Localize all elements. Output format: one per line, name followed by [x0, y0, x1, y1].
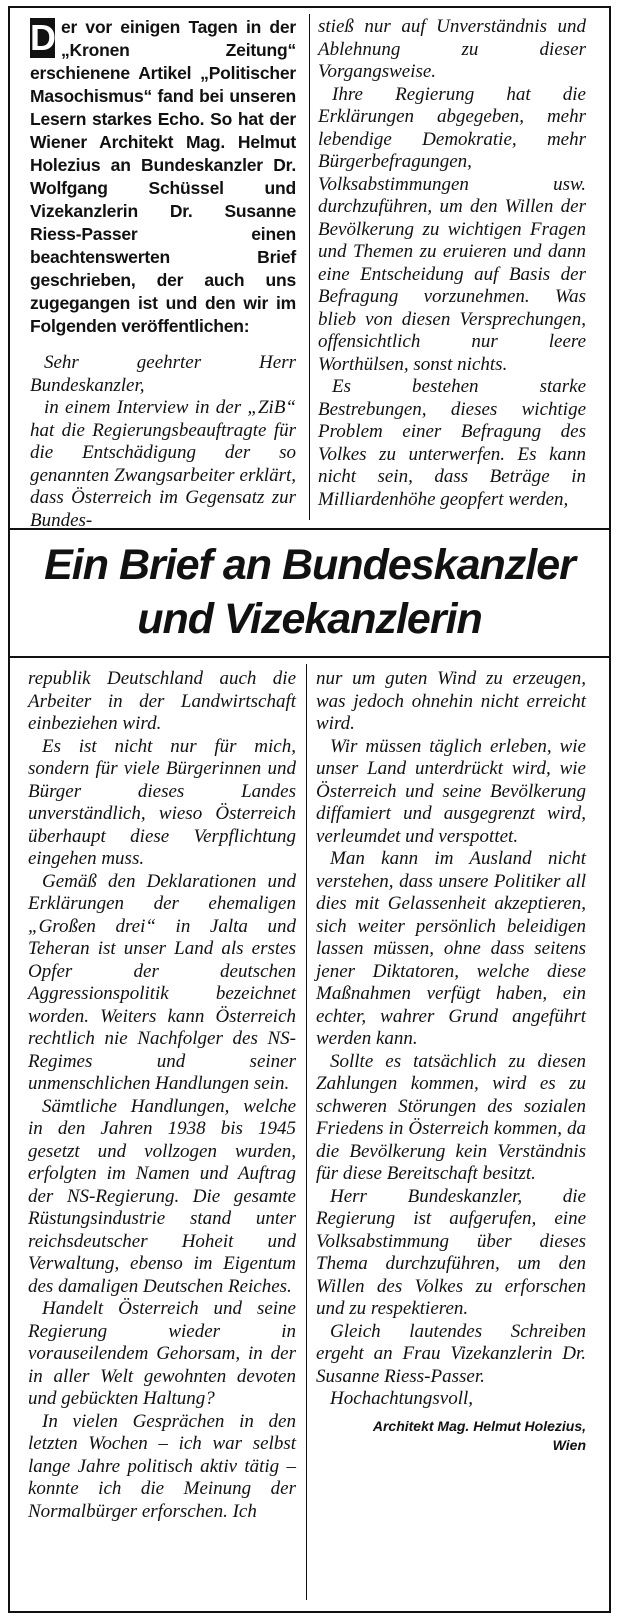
- paragraph: Ihre Regierung hat die Erklärungen abgegeben, mehr lebendige Demokratie, mehr Bürgerbefragungen, Volksabstimmungen usw. durchzuführen, um den Willen der Bevölkerung zu wichtigen Fragen und Themen zu eruieren und dann eine Entscheidung auf Basis der Befragung vorzunehmen. Was blieb von diesen Versprechungen, offensichtlich nur leere Worthülsen, sonst nichts.: [318, 83, 586, 375]
- paragraph: nur um guten Wind zu erzeugen, was jedoch ohnehin nicht erreicht wird.: [316, 668, 586, 734]
- paragraph: Gleich lautendes Schreiben ergeht an Frau Vizekanzlerin Dr. Susanne Riess-Passer.: [316, 1320, 586, 1387]
- headline-line-1: Ein Brief an Bundeskanzler: [44, 541, 575, 589]
- salutation: Sehr geehrter Herr Bundeskanzler,: [30, 352, 296, 396]
- column-divider: [306, 664, 307, 1600]
- paragraph: Sollte es tatsächlich zu diesen Zahlungen kommen, wird es zu schweren Störungen des sozialen Friedens in Österreich kommen, da die Bevölkerung kein Verständnis für diese Bereitschaft besitzt.: [316, 1050, 586, 1184]
- paragraph: Handelt Österreich und seine Regierung wieder in vorauseilendem Gehorsam, in der in aller Welt gewohnten devoten und gebückten Haltung?: [28, 1298, 296, 1409]
- paragraph: in einem Interview in der „ZiB“ hat die Regierungsbeauftragte für die Entschädigung der so genannten Zwangsarbeiter erklärt, dass Österreich im Gegensatz zur Bundes-: [30, 397, 296, 531]
- rule-below-headline: [10, 656, 609, 658]
- paragraph: In vielen Gesprächen in den letzten Wochen – ich war selbst lange Jahre politisch aktiv tätig – konnte ich die Meinung der Normalbürger erforschen. Ich: [28, 1410, 296, 1522]
- drop-cap: D: [30, 17, 56, 58]
- paragraph: Es ist nicht nur für mich, sondern für viele Bürgerinnen und Bürger dieses Landes unverständlich, wieso Österreich überhaupt diese Verpflichtung eingehen muss.: [28, 735, 296, 869]
- column-bottom-right: [316, 668, 586, 1455]
- column-top-left: [30, 16, 296, 532]
- rule-above-headline: [10, 528, 609, 530]
- headline: [10, 538, 609, 646]
- paragraph: Herr Bundeskanzler, die Regierung ist aufgerufen, eine Volksabstimmung über dieses Thema durchzuführen, um den Willen des Volkes zu erforschen und zu respektieren.: [316, 1185, 586, 1319]
- paragraph: Sämtliche Handlungen, welche in den Jahren 1938 bis 1945 gesetzt und vollzogen wurden, erfolgten im Namen und Auftrag der NS-Regierung. Die gesamte Rüstungsindustrie stand unter reichsdeutscher Hoheit und Verwaltung, ebenso im Eigentum des damaligen Deutschen Reiches.: [28, 1095, 296, 1297]
- paragraph: stieß nur auf Unverständnis und Ablehnung zu dieser Vorgangsweise.: [318, 16, 586, 82]
- closing: Hochachtungsvoll,: [330, 1388, 474, 1409]
- column-top-right: [318, 16, 586, 511]
- signature: [316, 1417, 586, 1455]
- column-divider: [309, 14, 310, 520]
- paragraph: Gemäß den Deklarationen und Erklärungen der ehemaligen „Großen drei“ in Jalta und Teheran ist unser Land als erstes Opfer der deutschen Aggressionspolitik bezeichnet worden. Weiters kann Österreich rechtlich nie Nachfolger des NS-Regimes und seiner unmenschlichen Handlungen sein.: [28, 870, 296, 1094]
- intro-paragraph: [30, 16, 296, 338]
- paragraph: Es bestehen starke Bestrebungen, dieses wichtige Problem einer Befragung des Volkes zu unterwerfen. Es kann nicht sein, dass Beträge in Milliardenhöhe geopfert werden,: [318, 376, 586, 510]
- paragraph: republik Deutschland auch die Arbeiter in der Landwirtschaft einbeziehen wird.: [28, 668, 296, 734]
- column-bottom-left: [28, 668, 296, 1523]
- paragraph: Man kann im Ausland nicht verstehen, dass unsere Politiker all dies mit Gelassenheit akzeptieren, sich weiter persönlich beleidigen lassen müssen, ohne dass seitens jener Diktatoren, welche diese Maßnahmen verfügt haben, ein echter, wahrer Grund angeführt werden kann.: [316, 848, 586, 1049]
- paragraph: Wir müssen täglich erleben, wie unser Land unterdrückt wird, wie Österreich und seine Bevölkerung diffamiert und ausgegrenzt wird, verleumdet und verspottet.: [316, 735, 586, 847]
- headline-line-2: und Vizekanzlerin: [137, 595, 482, 643]
- signature-city: Wien: [552, 1436, 586, 1453]
- signature-name: Architekt Mag. Helmut Holezius,: [372, 1417, 586, 1434]
- intro-text: er vor einigen Tagen in der „Kronen Zeitung“ erschienene Artikel „Politischer Masochismus“ fand bei unseren Lesern starkes Echo. So hat der Wiener Architekt Mag. Helmut Holezius an Bundeskanzler Dr. Wolfgang Schüssel und Vizekanzlerin Dr. Susanne Riess-Passer einen beachtenswerten Brief geschrieben, der auch uns zugegangen ist und den wir im Folgenden veröffentlichen:: [30, 17, 296, 336]
